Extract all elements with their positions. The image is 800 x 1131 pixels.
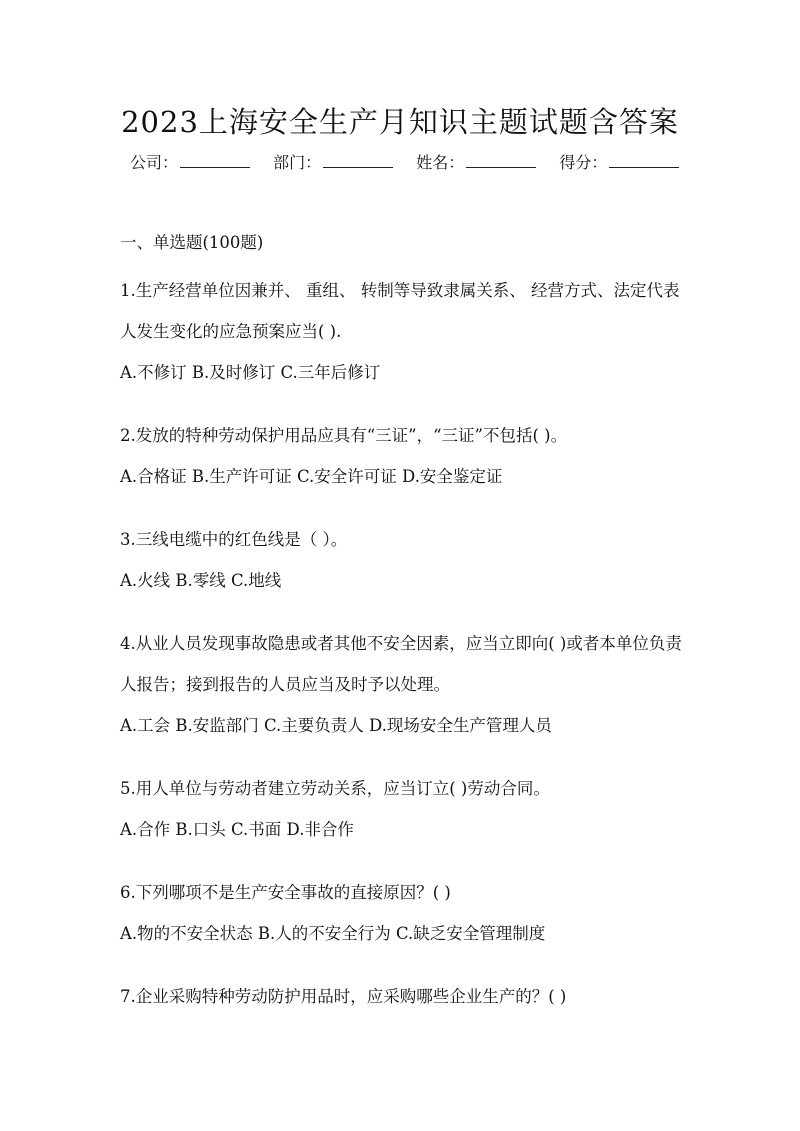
question-options: A.合格证 B.生产许可证 C.安全许可证 D.安全鉴定证: [120, 467, 503, 486]
question-text: 7.企业采购特种劳动防护用品时，应采购哪些企业生产的？( ): [120, 987, 567, 1006]
blank-line: [609, 153, 679, 168]
question-item: [120, 768, 690, 850]
question-item: [120, 415, 690, 497]
field-label: 得分：: [559, 153, 608, 172]
score-field: [559, 150, 679, 173]
header-fields: [130, 150, 690, 173]
section-heading: 一、单选题(100题): [120, 233, 264, 252]
question-text: 5.用人单位与劳动者建立劳动关系，应当订立( )劳动合同。: [120, 779, 550, 798]
field-label: 公司：: [130, 153, 179, 172]
question-item: [120, 872, 690, 954]
question-item: [120, 270, 690, 393]
field-label: 姓名：: [416, 153, 465, 172]
question-text: 4.从业人员发现事故隐患或者其他不安全因素，应当立即向( )或者本单位负责人报告；接到报告的人员应当及时予以处理。: [120, 634, 682, 694]
blank-line: [466, 153, 536, 168]
question-options: A.不修订 B.及时修订 C.三年后修订: [120, 363, 381, 382]
question-text: 1.生产经营单位因兼并、 重组、 转制等导致隶属关系、 经营方式、法定代表人发生变化的应急预案应当( ).: [120, 281, 680, 341]
page-title: 2023上海安全生产月知识主题试题含答案: [121, 105, 679, 139]
question-options: A.物的不安全状态 B.人的不安全行为 C.缺乏安全管理制度: [120, 924, 546, 943]
blank-line: [180, 153, 250, 168]
document-body: [120, 228, 690, 1039]
question-item: [120, 623, 690, 746]
department-field: [273, 150, 393, 173]
question-text: 2.发放的特种劳动保护用品应具有“三证”，“三证”不包括( )。: [120, 426, 568, 445]
name-field: [416, 150, 536, 173]
question-text: 3.三线电缆中的红色线是（ ）。: [120, 530, 348, 549]
question-options: A.合作 B.口头 C.书面 D.非合作: [120, 820, 354, 839]
blank-line: [323, 153, 393, 168]
question-options: A.工会 B.安监部门 C.主要负责人 D.现场安全生产管理人员: [120, 716, 552, 735]
company-field: [130, 150, 250, 173]
question-item: [120, 976, 690, 1017]
field-label: 部门：: [273, 153, 322, 172]
question-item: [120, 519, 690, 601]
question-text: 6.下列哪项不是生产安全事故的直接原因？( ): [120, 883, 451, 902]
question-options: A.火线 B.零线 C.地线: [120, 571, 282, 590]
